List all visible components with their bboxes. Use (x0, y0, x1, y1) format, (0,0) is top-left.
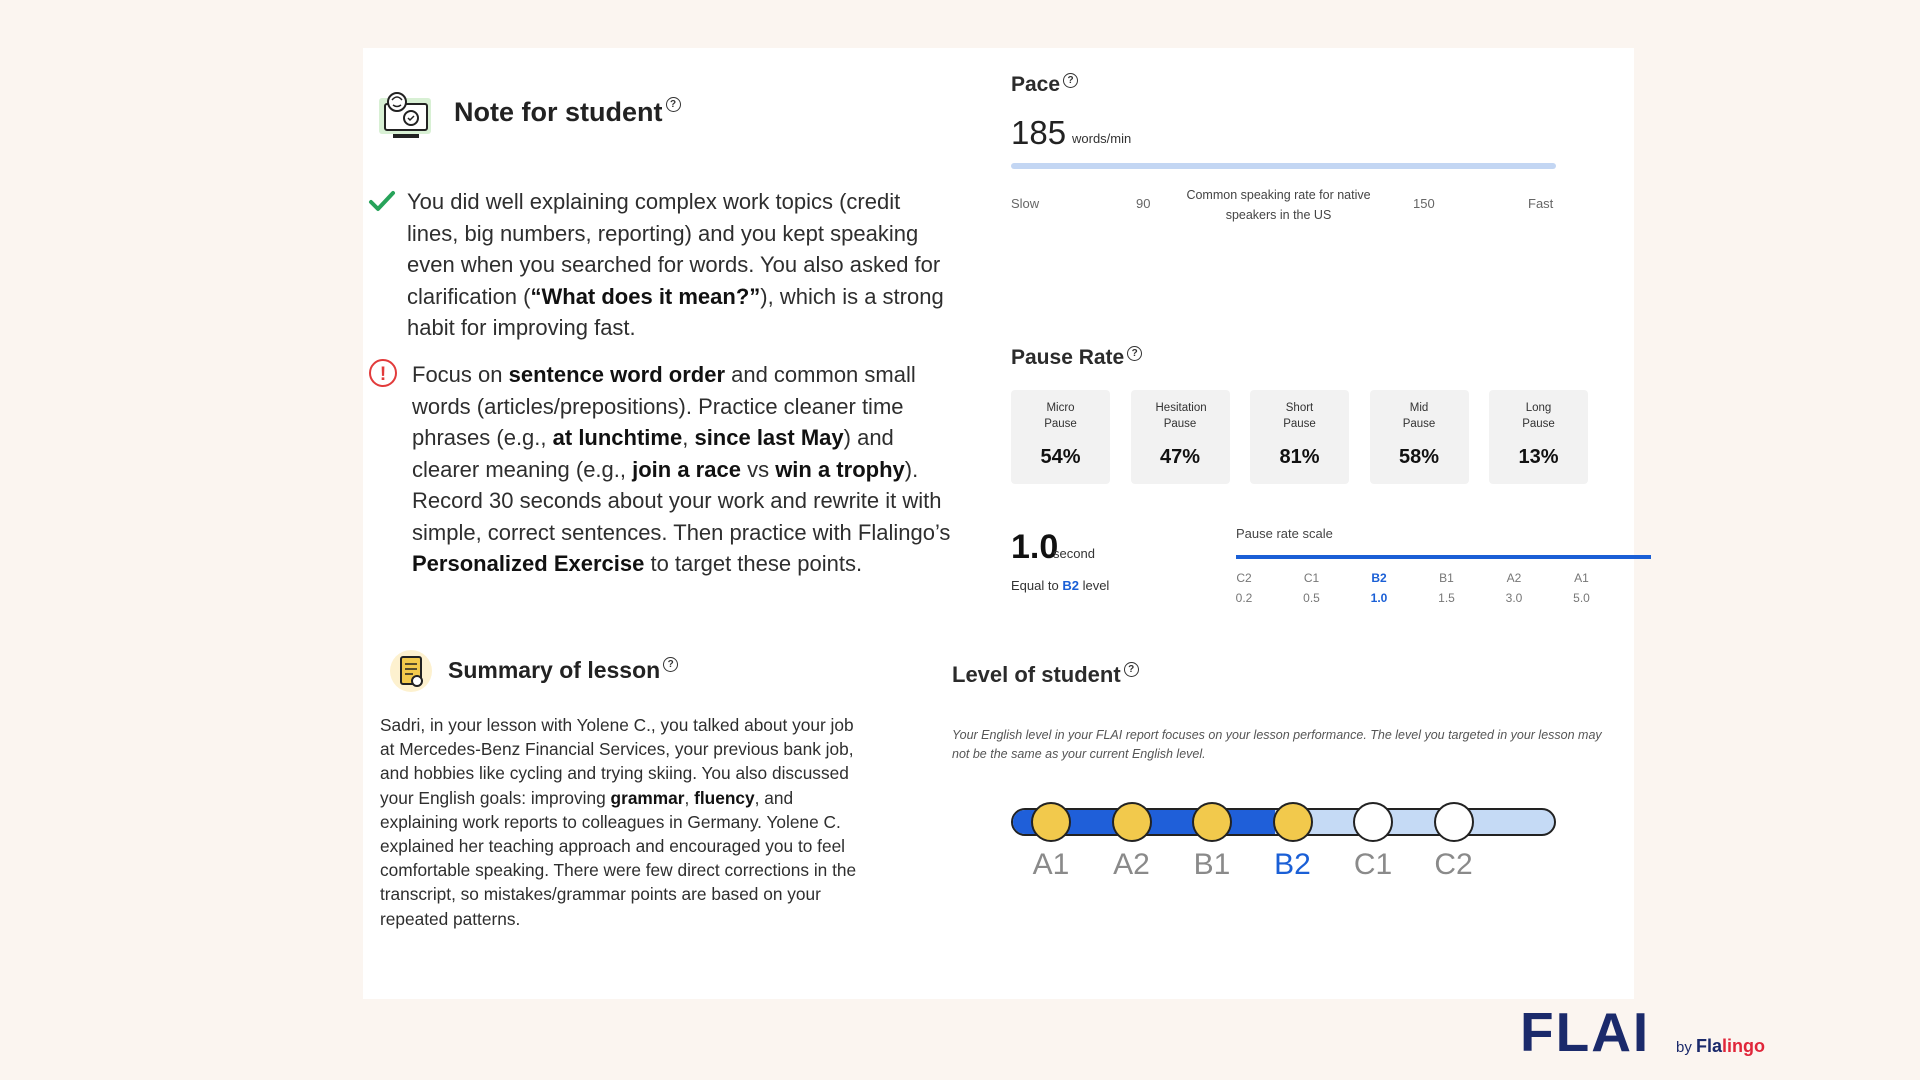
pause-rate-value: 1.0 (1011, 528, 1059, 566)
help-icon[interactable]: ? (1124, 662, 1139, 677)
pause-scale-level: C2 (1236, 571, 1252, 585)
pause-scale-title: Pause rate scale (1236, 526, 1333, 541)
pace-high-label: 150 (1413, 196, 1435, 211)
pause-scale-level: B2 (1371, 571, 1387, 585)
pause-rate-equal: Equal to B2 level (1011, 578, 1110, 593)
level-dot (1031, 802, 1071, 842)
summary-text: Sadri, in your lesson with Yolene C., you talked about your job at Mercedes-Benz Financial Services, your previous bank job, and hobbies like cycling and trying skiing. You also discussed your English goals: improving grammar, fluency, and explaining work reports to colleagues in Germany. Yolene C. explained her teaching approach and encouraged you to feel comfortable speaking. There were few direct corrections in the transcript, so mistakes/grammar points are based on your repeated patterns. (380, 715, 857, 929)
pause-scale-value: 0.5 (1303, 591, 1320, 605)
pace-bar (1011, 163, 1556, 169)
pause-scale-item (1224, 568, 1264, 608)
pause-box (1250, 390, 1349, 484)
warning-icon: ! (369, 359, 397, 387)
pause-scale-level: C1 (1303, 571, 1320, 585)
pause-box-label: Hesitation Pause (1155, 402, 1207, 430)
pace-value: 185 (1011, 114, 1067, 151)
level-label: A1 (1032, 848, 1070, 881)
level-dot (1273, 802, 1313, 842)
pause-box (1370, 390, 1469, 484)
pace-fast-label: Fast (1528, 196, 1554, 211)
level-label: C2 (1434, 848, 1473, 881)
pause-scale-value: 1.5 (1438, 591, 1455, 605)
level-label: B2 (1274, 848, 1311, 881)
flai-logo-main: FLAI (1520, 1001, 1651, 1063)
pause-scale-value: 1.0 (1370, 591, 1388, 605)
focus-note (363, 359, 951, 659)
brain-computer-icon (373, 84, 437, 148)
pause-scale-item (1359, 568, 1399, 608)
level-label: C1 (1353, 848, 1393, 881)
positive-note (363, 186, 943, 346)
pace-low-label: 90 (1136, 196, 1151, 211)
pause-box-value: 47% (1159, 446, 1201, 468)
pause-box (1489, 390, 1588, 484)
report-card (363, 48, 1634, 999)
flalingo-byline: by Flalingo (1676, 1036, 1766, 1056)
pause-scale-level: A1 (1574, 571, 1589, 585)
pace-unit: words/min (1072, 131, 1132, 146)
pause-scale-value: 0.2 (1235, 591, 1253, 605)
pace-title: Pace ? (1011, 73, 1078, 97)
level-dot (1112, 802, 1152, 842)
positive-note-text: You did well explaining complex work topics (credit lines, big numbers, reporting) and you kept speaking even when you searched for words. You also asked for clarification (“What does it mean?”), which is a strong habit for improving fast. (407, 189, 944, 340)
help-icon[interactable]: ? (666, 97, 681, 112)
pause-scale-item (1494, 568, 1534, 608)
flai-logo (1520, 1000, 1766, 1064)
help-icon[interactable]: ? (1063, 73, 1078, 88)
pause-box-value: 54% (1040, 446, 1081, 468)
pause-box (1131, 390, 1230, 484)
level-dot (1353, 802, 1393, 842)
pause-rate-unit: second (1053, 546, 1095, 561)
help-icon[interactable]: ? (663, 657, 678, 672)
pause-rate-title: Pause Rate ? (1011, 346, 1142, 370)
help-icon[interactable]: ? (1127, 346, 1142, 361)
pause-scale-item (1292, 568, 1332, 608)
summary-title: Summary of lesson ? (448, 657, 678, 684)
pace-slow-label: Slow (1011, 196, 1040, 211)
pause-scale-value: 3.0 (1505, 591, 1523, 605)
pause-scale-item (1562, 568, 1602, 608)
pause-scale-line (1236, 555, 1651, 559)
pause-box-value: 13% (1518, 446, 1559, 468)
level-label: B1 (1193, 848, 1231, 881)
pause-scale-value: 5.0 (1573, 591, 1590, 605)
pause-box-value: 81% (1279, 446, 1320, 468)
pause-scale-level: A2 (1506, 571, 1522, 585)
pause-box-label: Mid Pause (1402, 402, 1436, 430)
focus-note-text: Focus on sentence word order and common small words (articles/prepositions). Practice cleaner time phrases (e.g., at lunchtime, since last May) and clearer meaning (e.g., join a race vs win a trophy). Record 30 seconds about your work and rewrite it with simple, correct sentences. Then practice with Flalingo’s Personalized Exercise to target these points. (412, 362, 951, 576)
pause-scale-level: B1 (1439, 571, 1454, 585)
level-note: Your English level in your FLAI report focuses on your lesson performance. The level you targeted in your lesson may not be the same as your current English level. (952, 728, 1602, 761)
level-dot (1192, 802, 1232, 842)
note-title: Note for student ? (454, 97, 681, 128)
pause-box-label: Short Pause (1283, 402, 1316, 430)
pause-box-label: Long Pause (1522, 402, 1555, 430)
level-title: Level of student ? (952, 662, 1139, 688)
lesson-document-icon (388, 648, 434, 694)
pause-box (1011, 390, 1110, 484)
pause-box-label: Micro Pause (1044, 402, 1077, 430)
pace-native-label: Common speaking rate for native speakers in the US (1186, 188, 1371, 222)
pause-box-value: 58% (1398, 446, 1440, 468)
level-dot (1434, 802, 1474, 842)
pause-scale-item (1427, 568, 1467, 608)
level-label: A2 (1113, 848, 1150, 881)
checkmark-icon (368, 188, 396, 216)
